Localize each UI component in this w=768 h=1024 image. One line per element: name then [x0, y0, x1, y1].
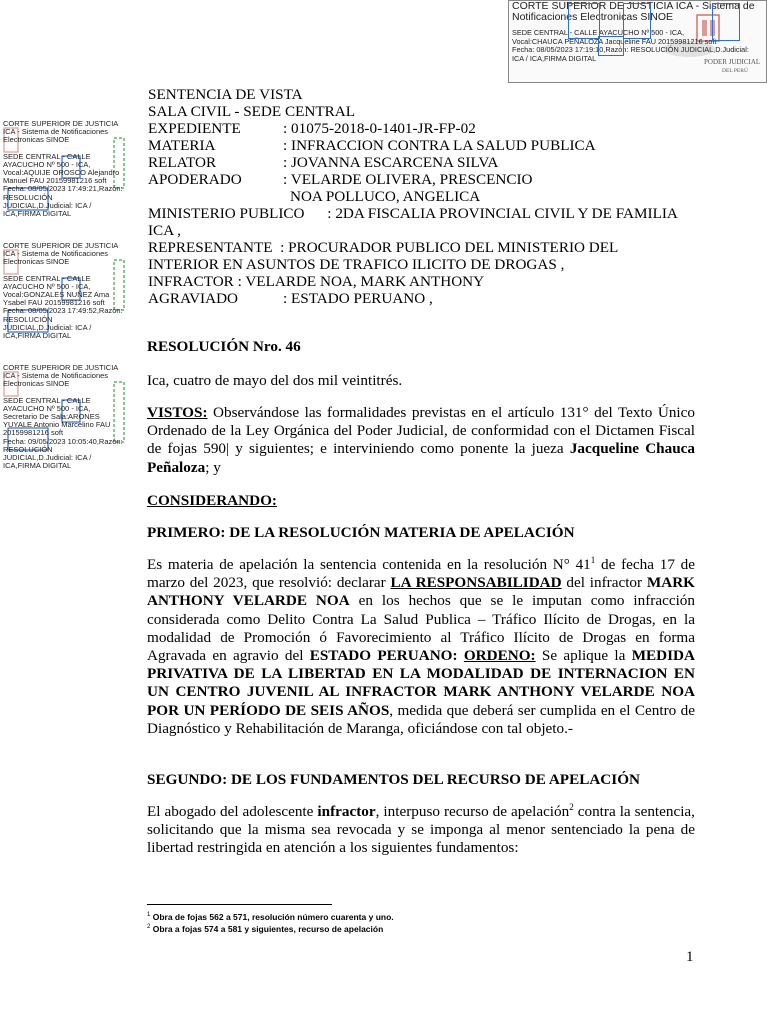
page-number: 1 — [686, 949, 694, 965]
side-signature-stamp — [0, 362, 130, 474]
side-stamp-line: YUYALE Antonio Marcelino FAU — [3, 420, 111, 430]
side-stamp-line: Fecha: 09/05/2023 10:05:40,Razón: — [3, 436, 123, 446]
ministerio-cont: ICA , — [148, 222, 181, 239]
segundo-paragraph — [147, 803, 695, 858]
header-row-value: : 01075-2018-0-1401-JR-FP-02 — [283, 120, 476, 137]
side-stamp-line: ICA - Sistema de Notificaciones — [3, 249, 109, 259]
header-row-value: : INFRACCION CONTRA LA SALUD PUBLICA — [283, 137, 596, 154]
side-stamp-line: SEDE CENTRAL - CALLE — [3, 273, 91, 283]
side-stamp-line: Secretario De Sala:ARONES — [3, 412, 100, 422]
side-stamp-line: ICA - Sistema de Notificaciones — [3, 371, 109, 381]
side-stamp-line: AYACUCHO Nº 500 - ICA, — [3, 159, 91, 169]
agraviado-value: : ESTADO PERUANO , — [283, 290, 433, 307]
infractor-line: INFRACTOR : VELARDE NOA, MARK ANTHONY — [148, 273, 485, 290]
side-stamp-line: RESOLUCIÓN — [3, 314, 53, 324]
footnote-text: Obra a fojas 574 a 581 y siguientes, recurso de apelación — [152, 924, 384, 934]
header-row-label: APODERADO — [148, 171, 242, 188]
primero-text: Es materia de apelación la sentencia contenida en la resolución N° 41 — [147, 556, 591, 573]
header-row-label: EXPEDIENTE — [148, 120, 241, 137]
primero-text: Se aplique la — [535, 647, 632, 665]
side-stamp-line: CORTE SUPERIOR DE JUSTICIA — [3, 241, 119, 250]
side-stamp-line: JUDICIAL,D.Judicial: ICA / — [3, 453, 92, 463]
vistos-paragraph — [147, 404, 695, 477]
segundo-text: contra la sentencia, solicitando que la misma sea revocada y se imponga al menor sentenciado la pena de libertad restringida en atención a los siguientes fundamentos: — [147, 803, 695, 857]
side-stamp-line: CORTE SUPERIOR DE JUSTICIA — [3, 363, 119, 372]
logo-text-2: DEL PERÚ — [722, 68, 748, 74]
vistos-label: VISTOS: — [147, 404, 208, 421]
primero-text: de fecha 17 de marzo del 2023, que resolvió: declarar — [147, 556, 695, 592]
representante-cont: INTERIOR EN ASUNTOS DE TRAFICO ILICITO DE DROGAS , — [148, 256, 565, 273]
ordeno-bold: ORDENO: — [463, 647, 536, 665]
footnote-divider — [147, 904, 332, 905]
side-stamp-line: JUDICIAL,D.Judicial: ICA / — [3, 322, 92, 332]
side-stamp-line: ICA,FIRMA DIGITAL — [3, 209, 72, 219]
stamp-overlay-box — [712, 3, 740, 41]
sentencia-title: SENTENCIA DE VISTA — [148, 86, 303, 103]
side-stamp-line: AYACUCHO Nº 500 - ICA, — [3, 281, 91, 291]
infractor-name-bold: MARK ANTHONY VELARDE NOA — [147, 574, 695, 610]
stamp-overlay-box — [623, 3, 651, 39]
header-row-value: NOA POLLUCO, ANGELICA — [290, 188, 481, 205]
sala-line: SALA CIVIL - SEDE CENTRAL — [148, 103, 355, 120]
side-stamp-line: SEDE CENTRAL - CALLE — [3, 395, 91, 405]
side-stamp-line: Fecha: 08/05/2023 17:49:21,Razón: — [3, 184, 123, 194]
side-stamp-line: ICA,FIRMA DIGITAL — [3, 461, 72, 471]
side-signature-stamp — [0, 118, 130, 222]
top-stamp-line: Notificaciones Electronicas SINOE — [512, 10, 674, 23]
top-stamp-line: CORTE SUPERIOR DE JUSTICIA ICA - Sistema de — [512, 0, 755, 12]
primero-heading: PRIMERO: DE LA RESOLUCIÓN MATERIA DE APELACIÓN — [147, 524, 575, 541]
stamp-overlay-box — [568, 3, 600, 39]
side-stamp-line: Fecha: 08/05/2023 17:49:52,Razón: — [3, 306, 123, 316]
side-stamp-line: ICA,FIRMA DIGITAL — [3, 331, 72, 341]
side-stamp-line: Ysabel FAU 20159981216 soft — [3, 298, 105, 308]
representante-line: REPRESENTANTE : PROCURADOR PUBLICO DEL MINISTERIO DEL — [148, 239, 619, 256]
side-signature-stamp — [0, 240, 130, 344]
side-stamp-line: Electronicas SINOE — [3, 257, 70, 267]
ministerio-line: MINISTERIO PUBLICO : 2DA FISCALIA PROVINCIAL CIVIL Y DE FAMILIA — [148, 205, 678, 222]
medida-bold: MEDIDA PRIVATIVA DE LA LIBERTAD EN LA MODALIDAD DE INTERNACION EN UN CENTRO JUVENIL AL INFRACTOR MARK ANTHONY VELARDE NOA POR UN PERÍODO DE SEIS AÑOS — [147, 647, 695, 719]
top-stamp-line: Vocal:CHAUCA PEÑALOZA Jacqueline FAU 20159981216 soft — [512, 36, 717, 46]
side-stamp-line: JUDICIAL,D.Judicial: ICA / — [3, 200, 92, 210]
side-stamp-line: RESOLUCIÓN — [3, 444, 53, 454]
side-stamp-line: RESOLUCIÓN — [3, 192, 53, 202]
segundo-heading: SEGUNDO: DE LOS FUNDAMENTOS DEL RECURSO DE APELACIÓN — [147, 771, 640, 788]
top-stamp-line: SEDE CENTRAL - CALLE AYACUCHO Nº 500 - ICA, — [512, 28, 685, 37]
primero-text: del infractor — [561, 574, 647, 592]
footnote-num: 2 — [147, 924, 151, 931]
fecha-lugar: Ica, cuatro de mayo del dos mil veintitrés. — [147, 372, 403, 389]
primero-text: , medida que deberá ser cumplida en el Centro de Diagnóstico y Rehabilitación de Maranga, oficiándose con tal objeto.- — [147, 701, 695, 737]
side-stamp-line: Electronicas SINOE — [3, 379, 70, 389]
side-stamp-line: AYACUCHO Nº 500 - ICA, — [3, 403, 91, 413]
header-row-value: : JOVANNA ESCARCENA SILVA — [283, 154, 499, 171]
side-stamp-line: Vocal:GONZALES NUÑEZ Ama — [3, 290, 110, 300]
top-stamp-line: Fecha: 08/05/2023 17:19:10,Razón: RESOLUCIÓN JUDICIAL,D.Judicial: — [512, 45, 749, 54]
infractor-bold: infractor — [317, 803, 376, 820]
footnote-ref[interactable]: 1 — [590, 554, 596, 565]
footnote-ref[interactable]: 2 — [569, 801, 574, 812]
responsabilidad-bold: LA RESPONSABILIDAD — [390, 574, 562, 592]
ponente-name: Jacqueline Chauca Peñaloza — [147, 440, 695, 476]
footnote-text: Obra de fojas 562 a 571, resolución número cuarenta y uno. — [152, 912, 394, 922]
side-stamp-line: CORTE SUPERIOR DE JUSTICIA — [3, 119, 119, 128]
footnote-2 — [147, 924, 383, 934]
side-stamp-line: Vocal:AQUIJE OROSCO Alejandro — [3, 168, 120, 178]
footnote-1 — [147, 912, 394, 922]
resolucion-number: RESOLUCIÓN Nro. 46 — [147, 338, 301, 355]
segundo-text: , interpuso recurso de apelación — [375, 803, 570, 820]
primero-paragraph — [147, 556, 695, 738]
stamp-overlay-box — [598, 36, 624, 56]
footnote-num: 1 — [147, 912, 151, 919]
side-stamp-line: Electronicas SINOE — [3, 135, 70, 145]
vistos-end: ; y — [205, 458, 221, 476]
header-row-label: MATERIA — [148, 137, 216, 154]
considerando-heading: CONSIDERANDO: — [147, 492, 277, 509]
header-row-value: : VELARDE OLIVERA, PRESCENCIO — [283, 171, 533, 188]
logo-text-1: PODER JUDICIAL — [704, 58, 761, 66]
primero-text: en los hechos que se le imputan como infracción considerada como Delito Contra La Salud Publica – Tráfico Ilícito de Drogas, en la modalidad de Promoción ó Favorecimiento al Tráfico Ilícito de Drogas en forma Agravada en agravio del — [147, 592, 695, 665]
top-stamp-line: ICA / ICA,FIRMA DIGITAL — [512, 53, 597, 63]
vistos-text: Observándose las formalidades previstas en el artículo 131° del Texto Único Ordenado de la Ley Orgánica del Poder Judicial, de conformidad con el Dictamen Fiscal de fojas 590| y siguientes; e interviniendo como ponente la jueza — [147, 404, 695, 458]
side-stamp-line: 20159981216 soft — [3, 428, 64, 438]
side-stamp-line: Manuel FAU 20159981216 soft — [3, 176, 107, 186]
side-stamp-line: ICA - Sistema de Notificaciones — [3, 127, 109, 137]
segundo-text: El abogado del adolescente — [147, 803, 318, 820]
agraviado-label: AGRAVIADO — [148, 290, 239, 307]
estado-peruano-bold: ESTADO PERUANO: — [309, 647, 458, 665]
side-stamp-line: SEDE CENTRAL - CALLE — [3, 151, 91, 161]
header-row-label: RELATOR — [148, 154, 217, 171]
